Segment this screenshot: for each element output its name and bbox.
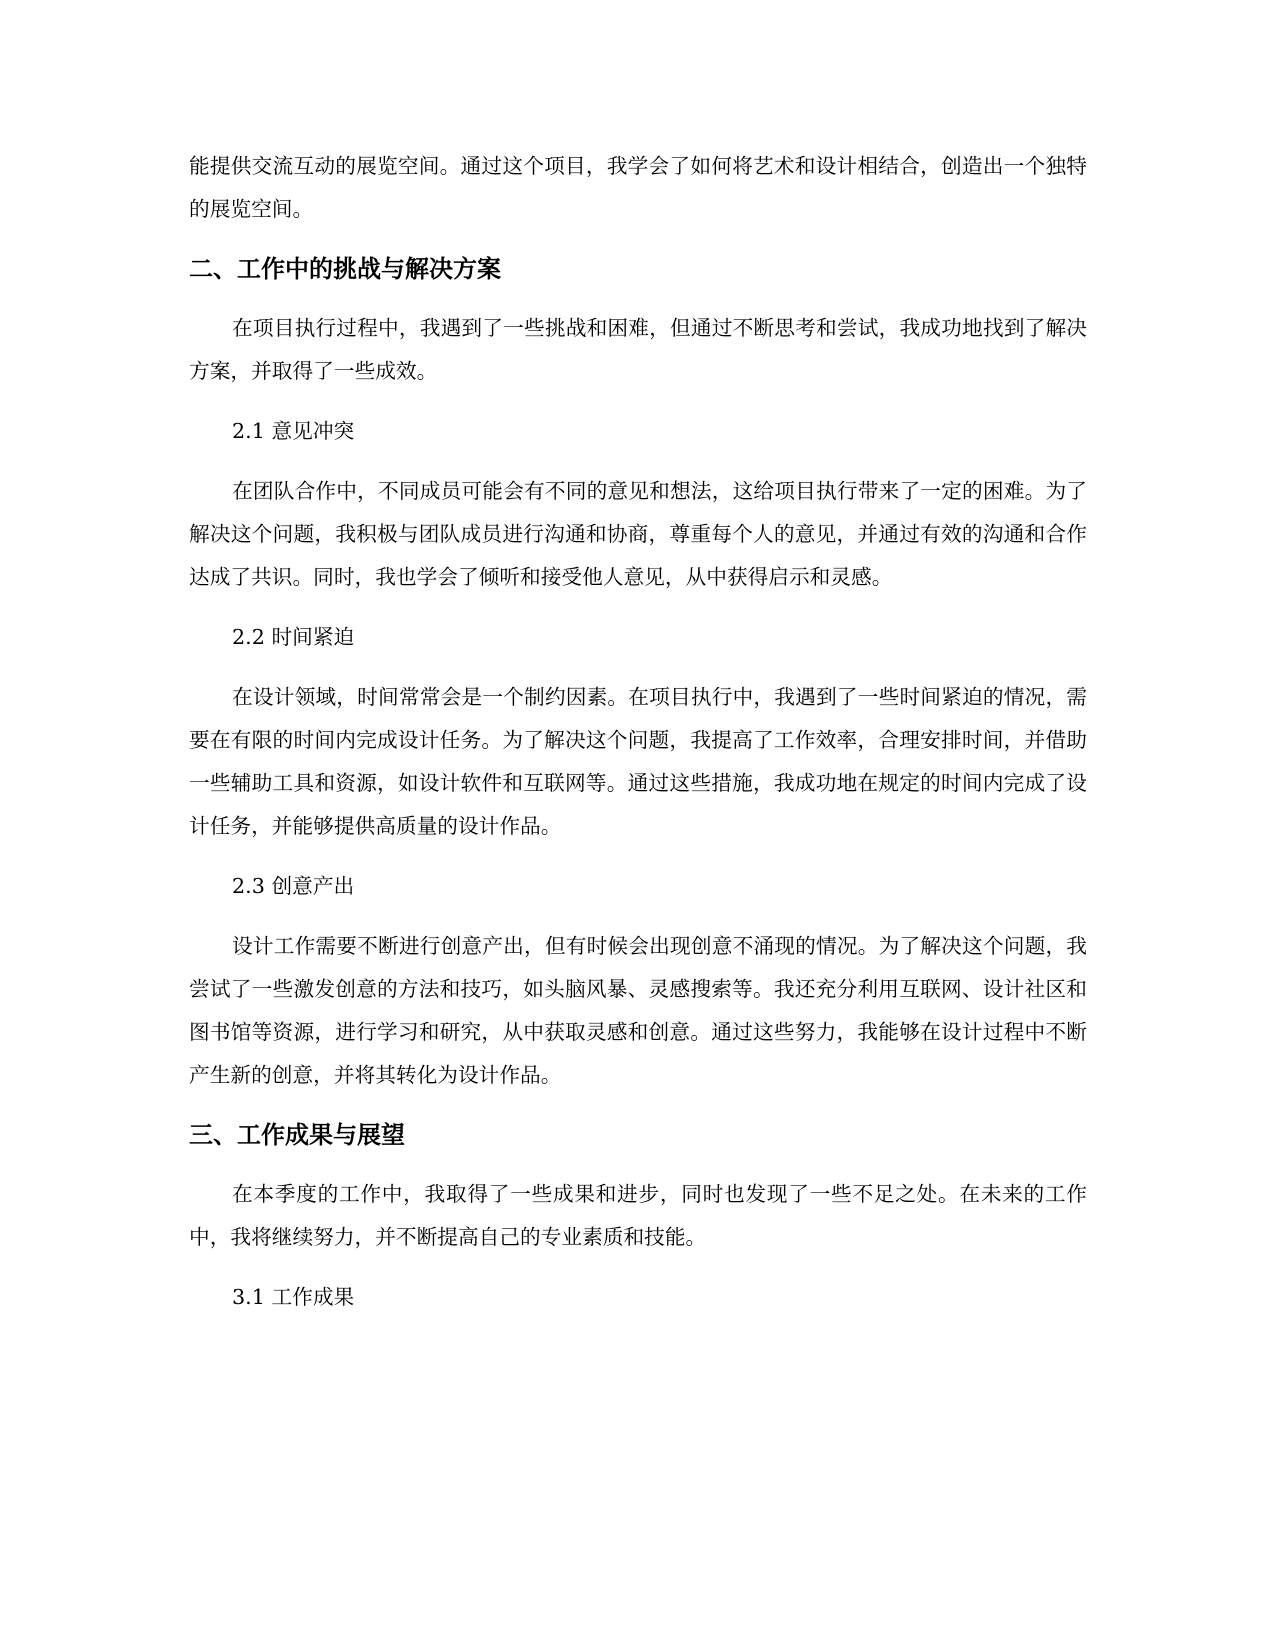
section-2-intro: 在项目执行过程中，我遇到了一些挑战和困难，但通过不断思考和尝试，我成功地找到了解决方案，并取得了一些成效。 (189, 316, 1087, 383)
subsection-2-1-body: 在团队合作中，不同成员可能会有不同的意见和想法，这给项目执行带来了一定的困难。为了解决这个问题，我积极与团队成员进行沟通和协商，尊重每个人的意见，并通过有效的沟通和合作达成了共识。同时，我也学会了倾听和接受他人意见，从中获得启示和灵感。 (189, 479, 1087, 589)
subsection-3-1-title: 3.1 工作成果 (232, 1285, 355, 1309)
section-3-heading: 三、工作成果与展望 (189, 1121, 405, 1149)
subsection-2-3-title: 2.3 创意产出 (232, 874, 355, 898)
intro-paragraph: 能提供交流互动的展览空间。通过这个项目，我学会了如何将艺术和设计相结合，创造出一个独特的展览空间。 (189, 154, 1087, 221)
subsection-2-1-title: 2.1 意见冲突 (232, 419, 355, 443)
subsection-2-2-body: 在设计领域，时间常常会是一个制约因素。在项目执行中，我遇到了一些时间紧迫的情况，需要在有限的时间内完成设计任务。为了解决这个问题，我提高了工作效率，合理安排时间，并借助一些辅助工具和资源，如设计软件和互联网等。通过这些措施，我成功地在规定的时间内完成了设计任务，并能够提供高质量的设计作品。 (189, 685, 1087, 838)
section-3-intro: 在本季度的工作中，我取得了一些成果和进步，同时也发现了一些不足之处。在未来的工作中，我将继续努力，并不断提高自己的专业素质和技能。 (189, 1182, 1087, 1249)
section-2-heading: 二、工作中的挑战与解决方案 (189, 255, 501, 283)
subsection-2-2-title: 2.2 时间紧迫 (232, 625, 355, 649)
subsection-2-3-body: 设计工作需要不断进行创意产出，但有时候会出现创意不涌现的情况。为了解决这个问题，我尝试了一些激发创意的方法和技巧，如头脑风暴、灵感搜索等。我还充分利用互联网、设计社区和图书馆等资源，进行学习和研究，从中获取灵感和创意。通过这些努力，我能够在设计过程中不断产生新的创意，并将其转化为设计作品。 (189, 934, 1087, 1087)
document-body (189, 145, 1087, 1336)
